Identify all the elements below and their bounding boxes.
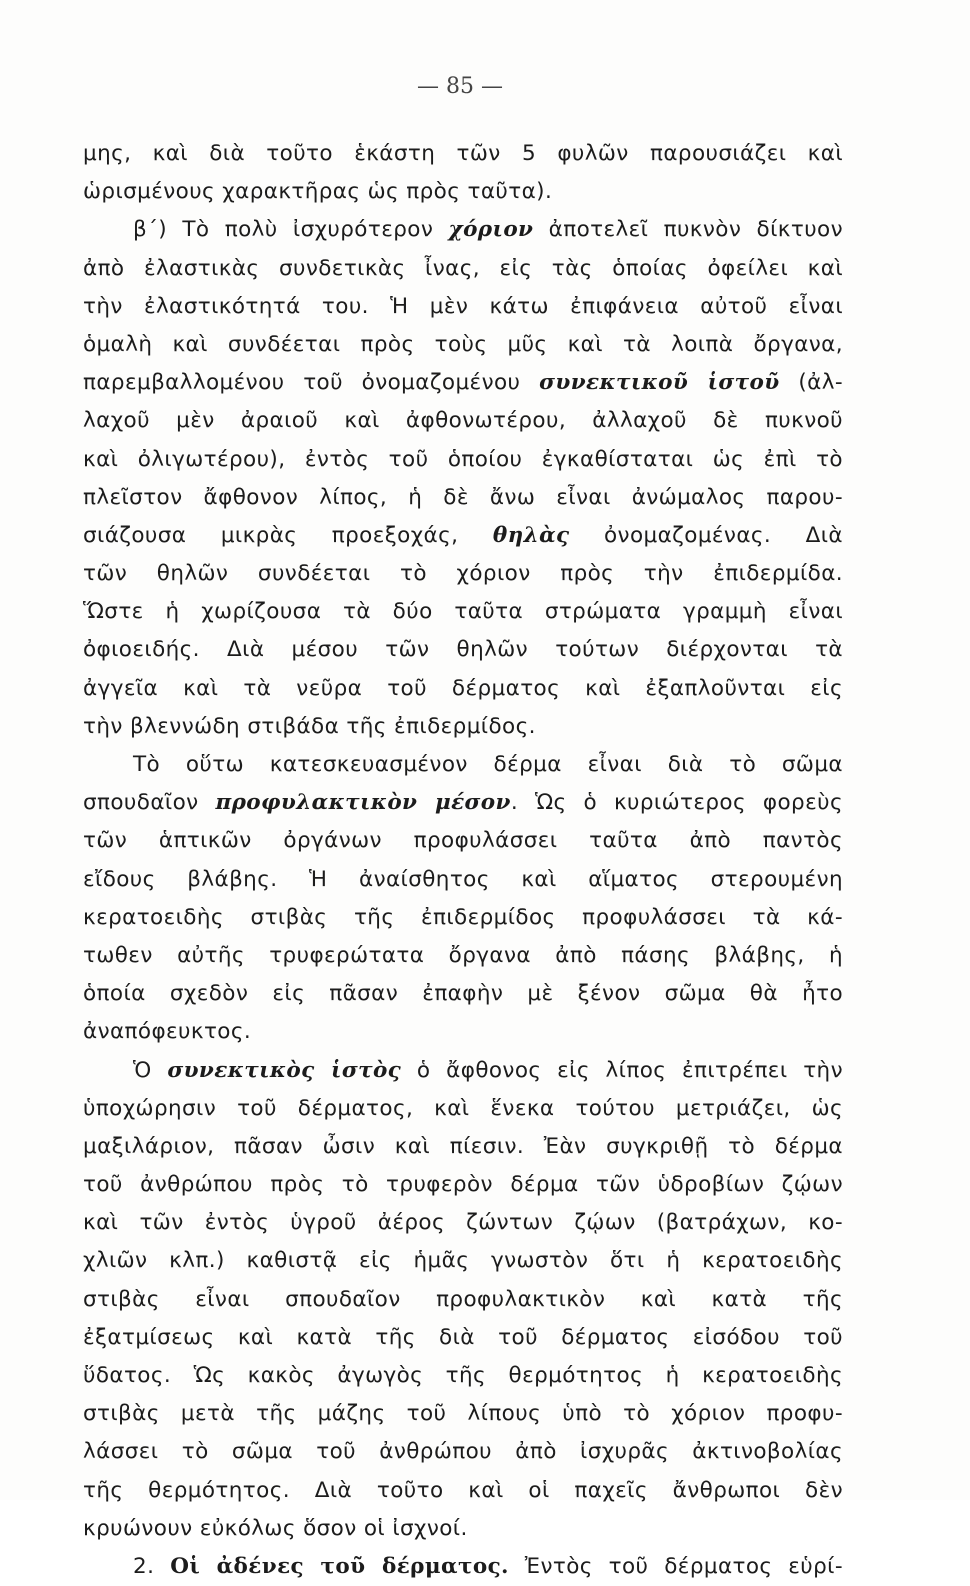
text-line: ἐξατμίσεως καὶ κατὰ τῆς διὰ τοῦ δέρματος εἰσόδου τοῦ	[83, 1324, 843, 1350]
text-line: ὀφιοειδής. Διὰ μέσου τῶν θηλῶν τούτων διέρχονται τὰ	[83, 637, 843, 663]
text-line: λαχοῦ μὲν ἀραιοῦ καὶ ἀφθονωτέρου, ἀλλαχοῦ δὲ πυκνοῦ	[83, 408, 843, 434]
text-line: τῆς θερμότητος. Διὰ τοῦτο καὶ οἱ παχεῖς ἄνθρωποι δὲν	[83, 1477, 843, 1503]
text-line: εἴδους βλάβης. Ἡ ἀναίσθητος καὶ αἵματος στερουμένη	[83, 866, 843, 892]
text-line: τὴν βλεννώδη στιβάδα τῆς ἐπιδερμίδος.	[83, 713, 536, 739]
text-line: λάσσει τὸ σῶμα τοῦ ἀνθρώπου ἀπὸ ἰσχυρᾶς ἀκτινοβολίας	[83, 1439, 843, 1465]
emphasized-term: θηλὰς	[492, 522, 570, 548]
emphasized-term: συνεκτικοῦ ἱστοῦ	[539, 370, 780, 396]
text-line: ὕδατος. Ὡς κακὸς ἀγωγὸς τῆς θερμότητος ἡ κερατοειδὴς	[83, 1363, 843, 1388]
text-segment: παρεμβαλλομένου τοῦ ὀνομαζομένου	[83, 370, 540, 396]
text-line: τὴν ἐλαστικότητά του. Ἡ μὲν κάτω ἐπιφάνεια αὐτοῦ εἶναι	[83, 293, 843, 319]
body-text	[83, 135, 843, 1586]
emphasized-term: χόριον	[448, 217, 534, 243]
section-number: 2.	[133, 1553, 155, 1579]
text-line	[83, 211, 843, 249]
text-line: τωθεν αὐτῆς τρυφερώτατα ὄργανα ἀπὸ πάσης βλάβης, ἡ	[83, 942, 843, 968]
text-line: ὁμαλὴ καὶ συνδέεται πρὸς τοὺς μῦς καὶ τὰ λοιπὰ ὄργανα,	[83, 331, 843, 357]
text-line: τοῦ ἀνθρώπου πρὸς τὸ τρυφερὸν δέρμα τῶν ὑδροβίων ζῴων	[83, 1172, 843, 1198]
text-segment: ἀποτελεῖ πυκνὸν δίκτυον	[533, 217, 843, 243]
text-segment: . Ὡς ὁ κυριώτερος φορεὺς	[510, 790, 843, 816]
text-segment: σιάζουσα μικρὰς προεξοχάς,	[83, 522, 493, 548]
text-line: καὶ τῶν ἐντὸς ὑγροῦ ἀέρος ζώντων ζῴων (βατράχων, κο-	[83, 1210, 843, 1236]
text-line: χλιῶν κλπ.) καθιστᾷ εἰς ἡμᾶς γνωστὸν ὅτι ἡ κερατοειδὴς	[83, 1248, 843, 1274]
text-segment: β΄) Τὸ πολὺ ἰσχυρότερον	[133, 217, 449, 243]
text-line: ἀπὸ ἐλαστικὰς συνδετικὰς ἶνας, εἰς τὰς ὁποίας ὀφείλει καὶ	[83, 255, 843, 281]
text-line: τῶν ἁπτικῶν ὀργάνων προφυλάσσει ταῦτα ἀπὸ παντὸς	[83, 828, 843, 854]
text-segment: Ἐντὸς τοῦ δέρματος εὑρί-	[508, 1553, 844, 1579]
text-line: καὶ ὀλιγωτέρου), ἐντὸς τοῦ ὁποίου ἐγκαθίσταται ὡς ἐπὶ τὸ	[83, 446, 843, 472]
text-line: κερατοειδὴς στιβὰς τῆς ἐπιδερμίδος προφυλάσσει τὰ κά-	[83, 904, 843, 930]
emphasized-term: προφυλακτικὸν μέσον	[215, 790, 511, 816]
section-heading-line	[83, 1548, 843, 1586]
text-line: ὁποία σχεδὸν εἰς πᾶσαν ἐπαφὴν μὲ ξένον σῶμα θὰ ἦτο	[83, 981, 843, 1007]
text-line: ἀγγεῖα καὶ τὰ νεῦρα τοῦ δέρματος καὶ ἐξαπλοῦνται εἰς	[83, 675, 843, 701]
text-line: Ὥστε ἡ χωρίζουσα τὰ δύο ταῦτα στρώματα γραμμὴ εἶναι	[83, 599, 843, 625]
text-line: ἀναπόφευκτος.	[83, 1019, 252, 1045]
text-line	[83, 364, 843, 402]
text-line: ὡρισμένους χαρακτῆρας ὡς πρὸς ταῦτα).	[83, 179, 553, 205]
text-line	[83, 517, 843, 555]
text-segment: (ἀλ-	[779, 370, 843, 396]
text-line	[83, 784, 843, 822]
text-segment: σπουδαῖον	[83, 790, 216, 816]
text-line: κρυώνουν εὐκόλως ὅσον οἱ ἰσχνοί.	[83, 1515, 468, 1541]
text-line: μης, καὶ διὰ τοῦτο ἑκάστη τῶν 5 φυλῶν παρουσιάζει καὶ	[83, 141, 843, 166]
text-line: στιβὰς εἶναι σπουδαῖον προφυλακτικὸν καὶ κατὰ τῆς	[83, 1286, 843, 1312]
text-line: Τὸ οὕτω κατεσκευασμένον δέρμα εἶναι διὰ τὸ σῶμα	[133, 752, 843, 777]
text-line	[83, 1052, 843, 1090]
section-title: Οἱ ἀδένες τοῦ δέρματος.	[170, 1553, 509, 1579]
emphasized-term: συνεκτικὸς ἱστὸς	[167, 1057, 402, 1083]
text-line: πλεῖστον ἄφθονον λίπος, ἡ δὲ ἄνω εἶναι ἀνώμαλος παρου-	[83, 484, 843, 510]
text-line: μαξιλάριον, πᾶσαν ὦσιν καὶ πίεσιν. Ἐὰν συγκριθῇ τὸ δέρμα	[83, 1133, 843, 1159]
text-line: ὑποχώρησιν τοῦ δέρματος, καὶ ἕνεκα τούτου μετριάζει, ὡς	[83, 1095, 843, 1121]
text-segment: Ὁ	[133, 1057, 168, 1083]
text-segment: ὁ ἄφθονος εἰς λίπος ἐπιτρέπει τὴν	[401, 1057, 843, 1083]
text-line: στιβὰς μετὰ τῆς μάζης τοῦ λίπους ὑπὸ τὸ χόριον προφυ-	[83, 1401, 843, 1427]
page-number: — 85 —	[417, 74, 503, 99]
text-line: τῶν θηλῶν συνδέεται τὸ χόριον πρὸς τὴν ἐπιδερμίδα.	[83, 561, 843, 587]
text-segment: ὀνομαζομένας. Διὰ	[569, 522, 843, 548]
